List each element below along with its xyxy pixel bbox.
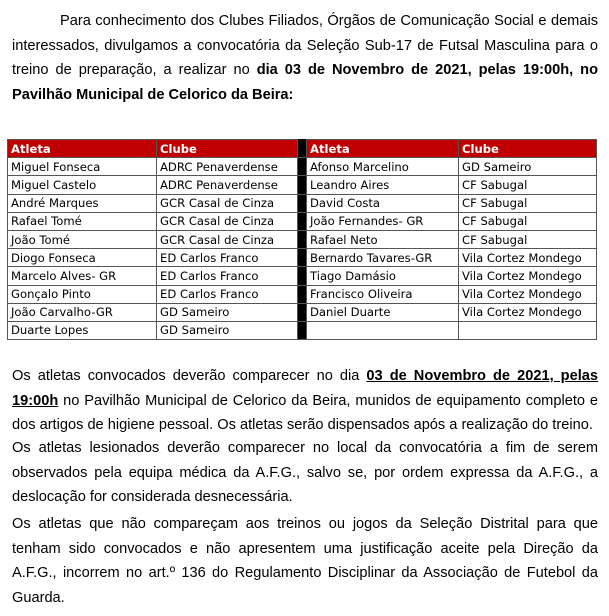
club-cell: Vila Cortez Mondego [459, 249, 597, 267]
column-separator [298, 303, 307, 321]
table-row [8, 321, 597, 339]
athlete-cell: André Marques [8, 194, 157, 212]
club-cell: CF Sabugal [459, 212, 597, 230]
athlete-cell: Rafael Neto [307, 230, 459, 248]
header-atleta-left: Atleta [8, 140, 157, 158]
attendance-text-rest: no Pavilhão Municipal de Celorico da Beira, munidos de equipamento completo e dos artigos de higiene pessoal. Os atletas serão dispensados após a realização do treino. [12, 392, 598, 433]
club-cell: ED Carlos Franco [157, 285, 298, 303]
attendance-date: 03 de Novembro de 2021, pelas 19:00h [12, 368, 598, 409]
club-cell: GCR Casal de Cinza [157, 194, 298, 212]
absence-paragraph: Os atletas que não compareçam aos treinos ou jogos da Seleção Distrital para que tenham sido convocados e não apresentem uma justificação aceite pela Direção da A.F.G., incorrem no art.º 136 do Regulamento Disciplinar da Associação de Futebol da Guarda. [12, 516, 598, 606]
intro-date-location: dia 03 de Novembro de 2021, pelas 19:00h, no Pavilhão Municipal de Celorico da Beira: [12, 62, 599, 103]
header-atleta-right: Atleta [307, 140, 459, 158]
athlete-cell: Tiago Damásio [307, 267, 459, 285]
club-cell: CF Sabugal [459, 176, 597, 194]
column-separator [298, 158, 307, 176]
club-cell: ADRC Penaverdense [157, 176, 298, 194]
athlete-cell: Rafael Tomé [8, 212, 157, 230]
club-cell: GCR Casal de Cinza [157, 230, 298, 248]
column-separator [298, 212, 307, 230]
club-cell: ADRC Penaverdense [157, 158, 298, 176]
club-cell: GCR Casal de Cinza [157, 212, 298, 230]
athlete-cell: Diogo Fonseca [8, 249, 157, 267]
column-separator [298, 285, 307, 303]
athlete-cell: Marcelo Alves- GR [8, 267, 157, 285]
table-header-row [8, 140, 597, 158]
athlete-cell: David Costa [307, 194, 459, 212]
table-row [8, 194, 597, 212]
athlete-cell [307, 321, 459, 339]
column-separator [298, 230, 307, 248]
club-cell: GD Sameiro [157, 321, 298, 339]
column-separator [298, 321, 307, 339]
column-separator [298, 249, 307, 267]
table-row [8, 158, 597, 176]
table-row [8, 267, 597, 285]
club-cell: ED Carlos Franco [157, 267, 298, 285]
column-separator [298, 140, 307, 158]
intro-text: Para conhecimento dos Clubes Filiados, Órgãos de Comunicação Social e demais interessados, divulgamos a convocatória da Seleção Sub-17 de Futsal Masculina para o treino de preparação, a realizar no [12, 13, 598, 78]
club-cell: Vila Cortez Mondego [459, 285, 597, 303]
athlete-cell: Daniel Duarte [307, 303, 459, 321]
club-cell: GD Sameiro [459, 158, 597, 176]
athlete-cell: João Carvalho-GR [8, 303, 157, 321]
attendance-paragraph [12, 364, 598, 438]
column-separator [298, 194, 307, 212]
club-cell: CF Sabugal [459, 194, 597, 212]
club-cell [459, 321, 597, 339]
column-separator [298, 267, 307, 285]
table-row [8, 212, 597, 230]
club-cell: CF Sabugal [459, 230, 597, 248]
header-clube-left: Clube [157, 140, 298, 158]
athlete-cell: João Fernandes- GR [307, 212, 459, 230]
table-row [8, 249, 597, 267]
table-row [8, 285, 597, 303]
club-cell: ED Carlos Franco [157, 249, 298, 267]
athlete-cell: Afonso Marcelino [307, 158, 459, 176]
header-clube-right: Clube [459, 140, 597, 158]
athlete-cell: Miguel Fonseca [8, 158, 157, 176]
athlete-cell: Leandro Aires [307, 176, 459, 194]
club-cell: Vila Cortez Mondego [459, 303, 597, 321]
table-row [8, 303, 597, 321]
table-row [8, 230, 597, 248]
club-cell: Vila Cortez Mondego [459, 267, 597, 285]
athlete-cell: Gonçalo Pinto [8, 285, 157, 303]
table-row [8, 176, 597, 194]
club-cell: GD Sameiro [157, 303, 298, 321]
athlete-cell: Bernardo Tavares-GR [307, 249, 459, 267]
athlete-cell: João Tomé [8, 230, 157, 248]
column-separator [298, 176, 307, 194]
intro-paragraph [12, 9, 598, 107]
attendance-text: Os atletas convocados deverão comparecer no dia [12, 368, 367, 384]
injured-paragraph: Os atletas lesionados deverão comparecer no local da convocatória a fim de serem observados pela equipa médica da A.F.G., salvo se, por ordem expressa da A.F.G., a deslocação for considerada desnecessária. [12, 440, 598, 505]
athlete-cell: Duarte Lopes [8, 321, 157, 339]
callup-table [7, 139, 597, 340]
athlete-cell: Francisco Oliveira [307, 285, 459, 303]
athlete-cell: Miguel Castelo [8, 176, 157, 194]
table-body [8, 158, 597, 340]
